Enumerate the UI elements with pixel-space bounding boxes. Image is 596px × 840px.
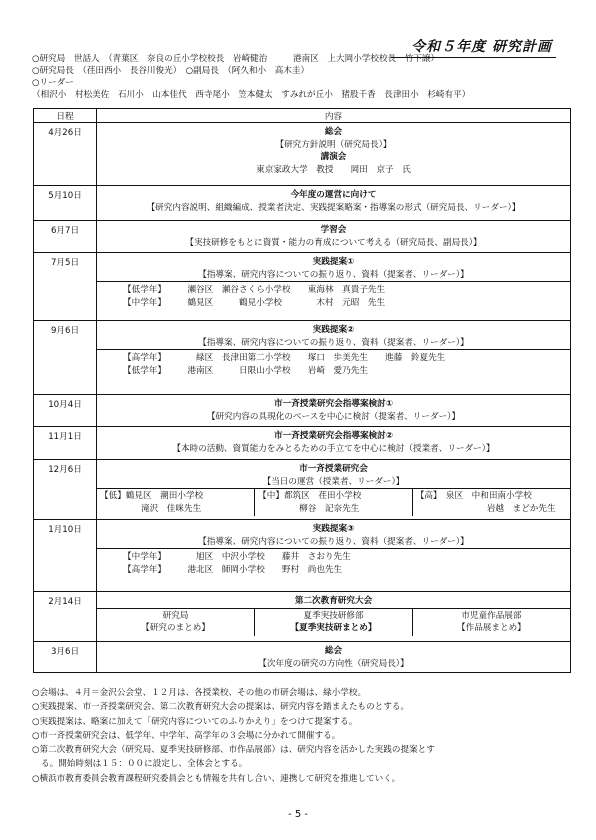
row-date: 4月26日 [34, 123, 97, 186]
row-date: 10月4日 [34, 395, 97, 427]
row-content [97, 520, 571, 592]
event-title: 実践提案② [312, 325, 355, 335]
presenter-line: 【中学年】 鶴見区 鶴見小学校 木村 元昭 先生 [123, 297, 386, 308]
page-title: 令和５年度 研究計画 [391, 36, 556, 58]
row-content [97, 592, 571, 642]
staff-header [32, 53, 572, 101]
header-line: ○リーダー [32, 78, 74, 88]
note-line: ○市一斉授業研究会は、低学年、中学年、高学年の３会場に分かれて開催する。 [32, 730, 341, 741]
department-research [97, 608, 255, 636]
department-name: 研究局 [162, 610, 189, 621]
table-row [34, 221, 571, 253]
event-detail: 【指導案、研究内容についての振り返り、資料（提案者、リーダー）】 [198, 536, 469, 547]
venue-school: 【中】都筑区 荏田小学校 [258, 491, 362, 501]
row-content [97, 642, 571, 673]
event-title: 今年度の運営に向けて [290, 190, 377, 200]
note-line: ○実践提案、市一斉授業研究会、第二次教育研究大会の提案は、研究内容を踏まえたものとする。 [32, 702, 410, 713]
event-title: 市一斉授業研究会指導案検討① [274, 399, 393, 409]
row-content [97, 395, 571, 427]
department-topic: 【夏季実技研まとめ】 [290, 623, 377, 633]
schedule-table [33, 108, 571, 673]
note-line: ○第二次教育研究大会（研究局、夏季実技研修部、市作品展部）は、研究内容を活かした実践の提案とす [32, 745, 435, 756]
event-detail: 【指導案、研究内容についての振り返り、資料（提案者、リーダー）】 [198, 337, 469, 348]
venue-teacher: 柳谷 記奈先生 [299, 503, 360, 514]
note-line: ○会場は、４月＝金沢公会堂、１２月は、各授業校、その他の市研会場は、緑小学校。 [32, 688, 367, 698]
event-title: 市一斉授業研究会 [299, 464, 368, 474]
notes-section [32, 686, 572, 786]
event-title: 学習会 [320, 225, 347, 235]
row-date: 5月10日 [34, 186, 97, 221]
presenter-line: 【中学年】 旭区 中沢小学校 藤井 さおり先生 [123, 552, 351, 562]
venue-school: 【高】 泉区 中和田南小学校 [415, 491, 532, 501]
event-detail: 【実技研修をもとに資質・能力の育成について考える（研究局長、副局長）】 [185, 237, 482, 248]
department-topic: 【作品展まとめ】 [457, 623, 526, 633]
table-row [34, 123, 571, 186]
presenter-group [97, 548, 570, 578]
event-detail: 【研究内容の具現化のベースを中心に検討（提案者、リーダー）】 [206, 411, 461, 422]
table-row [34, 321, 571, 395]
col-header-content: 内容 [97, 109, 571, 123]
header-line: ○研究局 世話人 （青葉区 奈良の丘小学校校長 岩崎健治 港南区 上大岡小学校校長 竹下譲） [32, 54, 440, 64]
presenter-line: 【高学年】 緑区 長津田第二小学校 塚口 歩美先生 進藤 鈴夏先生 [123, 353, 446, 363]
presenter-line: 【低学年】 瀬谷区 瀬谷さくら小学校 東海林 真貴子先生 [123, 285, 386, 295]
table-row [34, 520, 571, 592]
venue-grid [97, 488, 570, 516]
event-detail: 【次年度の研究の方向性（研究局長）】 [258, 658, 409, 669]
row-content [97, 253, 571, 321]
row-date: 7月5日 [34, 253, 97, 321]
row-content [97, 221, 571, 253]
presenter-group [97, 281, 570, 311]
event-title: 第二次教育研究大会 [294, 596, 373, 606]
row-content [97, 427, 571, 460]
venue-upper [412, 489, 570, 517]
event-title: 講演会 [320, 152, 347, 162]
event-title: 市一斉授業研究会指導案検討② [274, 431, 393, 441]
row-content [97, 321, 571, 395]
event-title: 実践提案③ [312, 524, 355, 534]
event-detail: 【指導案、研究内容についての振り返り、資料（提案者、リーダー）】 [198, 269, 469, 280]
event-detail: 【研究方針説明（研究局長）】 [275, 139, 392, 150]
department-summer [255, 608, 413, 636]
header-line: （相沢小 村松美佐 石川小 山本佳代 西寺尾小 笠本健太 すみれが丘小 猪股千香 長津田小 杉崎有平） [32, 90, 471, 100]
table-row [34, 592, 571, 642]
department-grid [97, 608, 570, 636]
event-detail: 【本時の活動、資質能力をみとるための手立てを中心に検討（授業者、リーダー）】 [172, 443, 495, 454]
event-detail: 【当日の運営（授業者、リーダー）】 [262, 476, 405, 487]
note-line: ○横浜市教育委員会教育課程研究委員会とも情報を共有し合い、連携して研究を推進していく。 [32, 773, 401, 784]
row-content [97, 186, 571, 221]
venue-teacher: 滝沢 佳咪先生 [141, 503, 202, 514]
row-date: 1月10日 [34, 520, 97, 592]
event-title: 総会 [324, 127, 343, 137]
department-name: 夏季実技研修部 [303, 610, 364, 621]
col-header-date: 日程 [34, 109, 97, 123]
presenter-line: 【低学年】 港南区 日限山小学校 岩崎 愛乃先生 [123, 365, 368, 376]
department-topic: 【研究のまとめ】 [141, 623, 210, 633]
department-name: 市児童作品展部 [461, 610, 522, 621]
table-row [34, 642, 571, 673]
event-title: 総会 [324, 646, 343, 656]
table-row [34, 253, 571, 321]
venue-lower [97, 489, 255, 517]
row-content [97, 460, 571, 520]
row-date: 11月1日 [34, 427, 97, 460]
venue-middle [255, 489, 413, 517]
row-date: 2月14日 [34, 592, 97, 642]
row-date: 9月6日 [34, 321, 97, 395]
presenter-group [97, 349, 570, 379]
row-date: 12月6日 [34, 460, 97, 520]
table-row [34, 460, 571, 520]
table-row [34, 186, 571, 221]
venue-school: 【低】鶴見区 潮田小学校 [100, 491, 204, 501]
venue-teacher: 岩越 まどか先生 [486, 503, 556, 514]
event-title: 実践提案① [312, 257, 355, 267]
row-content [97, 123, 571, 186]
note-line: ○実践提案は、略案に加えて「研究内容についてのふりかえり」をつけて提案する。 [32, 716, 358, 727]
table-row [34, 395, 571, 427]
note-line: る。開始時刻は１５：００に設定し、全体会とする。 [41, 759, 248, 770]
page-number: - 5 - [288, 809, 308, 820]
row-date: 6月7日 [34, 221, 97, 253]
row-date: 3月6日 [34, 642, 97, 673]
table-header-row [34, 109, 571, 123]
header-line: ○研究局長 （荏田西小 長谷川俊光） ○副局長 （阿久和小 高木圭） [32, 66, 310, 76]
presenter-line: 【高学年】 港北区 師岡小学校 野村 尚也先生 [123, 564, 343, 575]
department-exhibition [412, 608, 570, 636]
table-row [34, 427, 571, 460]
event-detail: 【研究内容説明、組織編成、授業者決定、実践提案略案・指導案の形式（研究局長、リーダー）】 [146, 202, 521, 213]
event-detail: 東京家政大学 教授 岡田 京子 氏 [256, 164, 411, 175]
